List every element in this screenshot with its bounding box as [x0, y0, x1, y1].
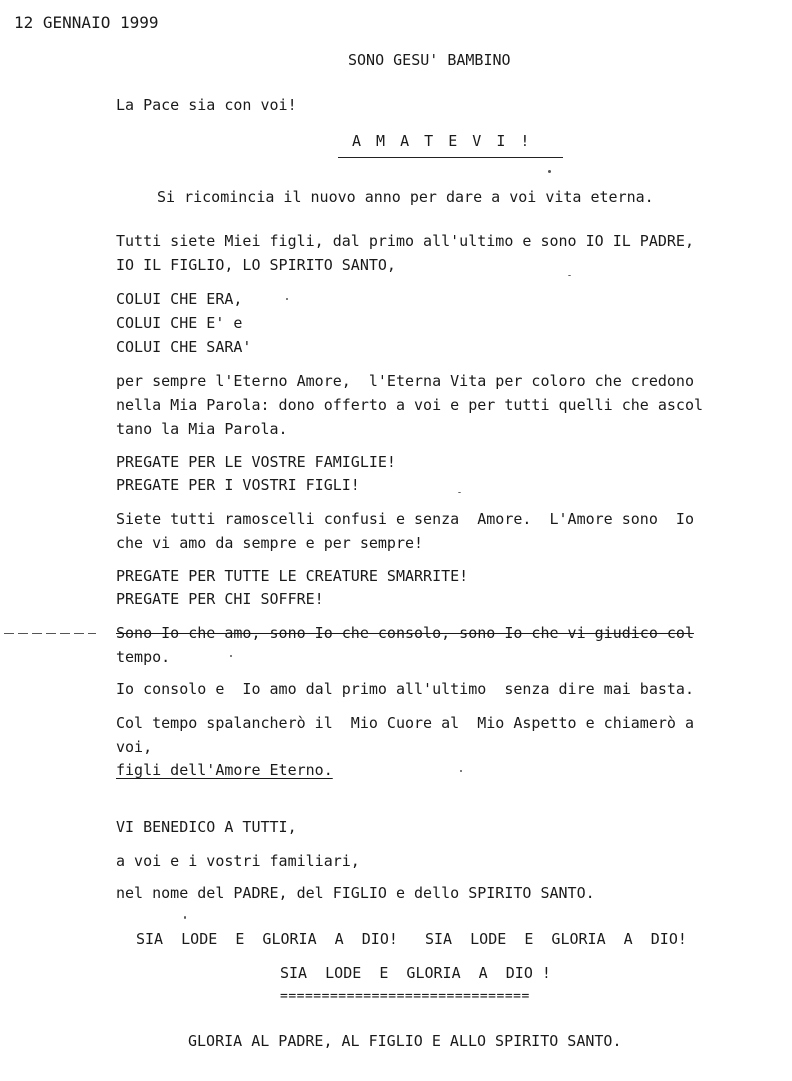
margin-dash-mark [4, 633, 96, 634]
paragraph-1-line-1: Tutti siete Miei figli, dal primo all'ultimo e sono IO IL PADRE, [116, 232, 694, 250]
page-title: SONO GESU' BAMBINO [348, 51, 511, 69]
ink-speck [460, 770, 462, 772]
prayer-1-line-1: PREGATE PER LE VOSTRE FAMIGLIE! [116, 453, 396, 471]
paragraph-3-line-2: che vi amo da sempre e per sempre! [116, 534, 424, 552]
colui-line-2: COLUI CHE E' e [116, 314, 243, 332]
heading-amatevi: A M A T E V I ! [352, 132, 533, 150]
prayer-2-line-2: PREGATE PER CHI SOFFRE! [116, 590, 324, 608]
paragraph-1-line-2: IO IL FIGLIO, LO SPIRITO SANTO, [116, 256, 396, 274]
paragraph-4-line-1: Sono Io che amo, sono Io che consolo, sono Io che vi giudico col [116, 624, 694, 642]
praise-line-2: SIA LODE E GLORIA A DIO ! [280, 964, 551, 982]
ink-speck [548, 170, 551, 173]
colui-line-1: COLUI CHE ERA, [116, 290, 243, 308]
date-header: 12 GENNAIO 1999 [14, 13, 159, 32]
paragraph-4-line-2: tempo. [116, 648, 171, 666]
ink-speck [286, 298, 288, 300]
ink-speck [230, 655, 232, 657]
paragraph-6-line-2: voi, [116, 738, 153, 756]
blessing-line-1: VI BENEDICO A TUTTI, [116, 818, 297, 836]
praise-line-1: SIA LODE E GLORIA A DIO! SIA LODE E GLORIA A DIO! [136, 930, 687, 948]
blessing-line-3: nel nome del PADRE, del FIGLIO e dello SPIRITO SANTO. [116, 884, 595, 902]
paragraph-2-line-1: per sempre l'Eterno Amore, l'Eterna Vita per coloro che credono [116, 372, 694, 390]
paragraph-2-line-3: tano la Mia Parola. [116, 420, 288, 438]
intro-paragraph: Si ricomincia il nuovo anno per dare a voi vita eterna. [157, 188, 654, 206]
ink-speck [568, 275, 571, 276]
colui-line-3: COLUI CHE SARA' [116, 338, 252, 356]
separator-line: ============================== [280, 989, 530, 1004]
heading-underline [338, 157, 563, 158]
paragraph-2-line-2: nella Mia Parola: dono offerto a voi e per tutti quelli che ascol [116, 396, 703, 414]
ink-speck [184, 916, 186, 919]
paragraph-6-line-1: Col tempo spalancherò il Mio Cuore al Mio Aspetto e chiamerò a [116, 714, 694, 732]
paragraph-5: Io consolo e Io amo dal primo all'ultimo senza dire mai basta. [116, 680, 694, 698]
greeting: La Pace sia con voi! [116, 96, 297, 114]
paragraph-6-underlined: figli dell'Amore Eterno. [116, 761, 333, 779]
paragraph-3-line-1: Siete tutti ramoscelli confusi e senza Amore. L'Amore sono Io [116, 510, 694, 528]
prayer-2-line-1: PREGATE PER TUTTE LE CREATURE SMARRITE! [116, 567, 469, 585]
blessing-line-2: a voi e i vostri familiari, [116, 852, 360, 870]
prayer-1-line-2: PREGATE PER I VOSTRI FIGLI! [116, 476, 360, 494]
ink-speck [458, 492, 461, 493]
closing-line: GLORIA AL PADRE, AL FIGLIO E ALLO SPIRITO SANTO. [188, 1032, 622, 1050]
